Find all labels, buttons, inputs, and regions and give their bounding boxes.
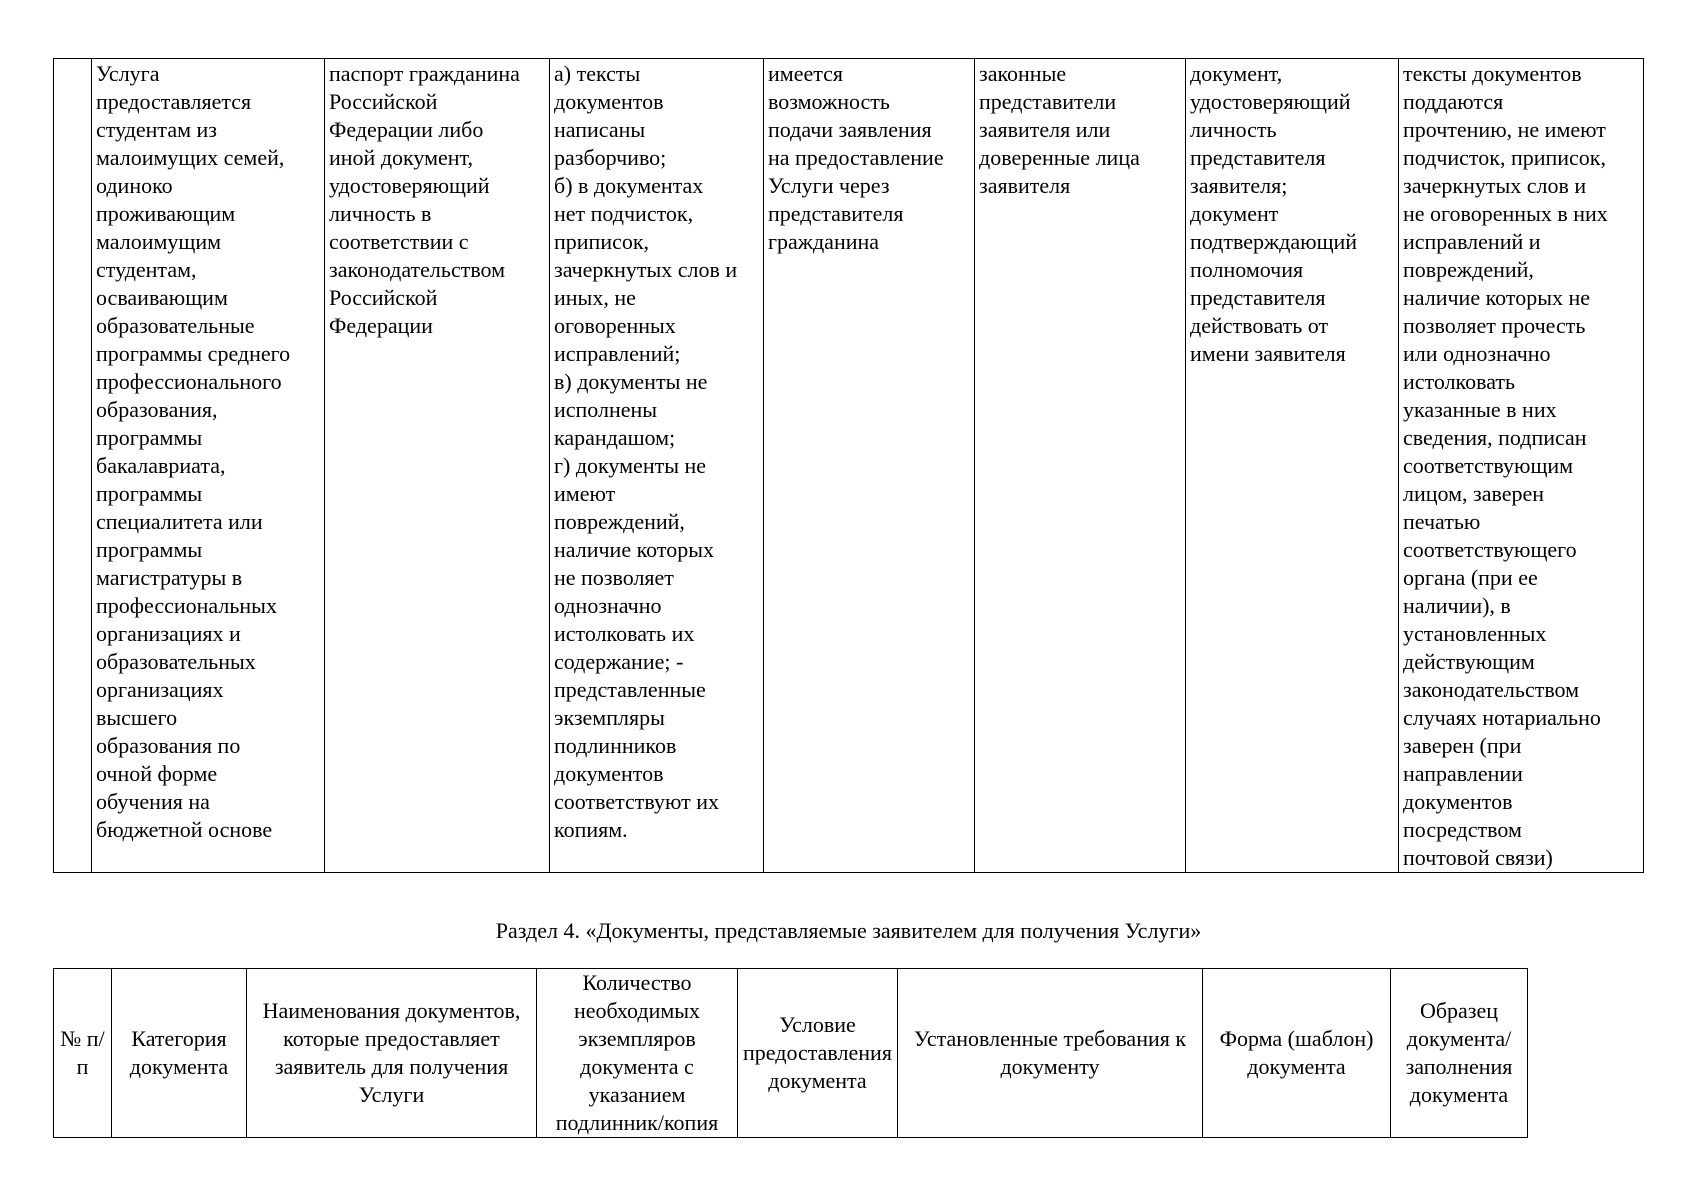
- cell-identity-document: паспорт гражданина Российской Федерации либо иной документ, удостоверяющий личность в соответствии с законодательством Российской Федерации: [325, 59, 550, 873]
- cell-document-requirements: а) тексты документов написаны разборчиво; б) в документах нет подчисток, приписок, зачеркнутых слов и иных, не оговоренных исправлений; в) документы не исполнены карандашом; г) документы не имеют повреждений, наличие которых не позволяет однозначно истолковать их содержание; - представленные экземпляры подлинников документов соответствуют их копиям.: [550, 59, 764, 873]
- header-requirements: Установленные требования к документу: [898, 969, 1203, 1138]
- table-header-row: [54, 969, 1528, 1138]
- requirements-table: [53, 58, 1644, 873]
- header-number: № п/п: [54, 969, 112, 1138]
- cell-representative-possibility: имеется возможность подачи заявления на предоставление Услуги через представителя гражданина: [764, 59, 975, 873]
- cell-number: [54, 59, 92, 873]
- cell-text-requirements: тексты документов поддаются прочтению, не имеют подчисток, приписок, зачеркнутых слов и не оговоренных в них исправлений и повреждений, наличие которых не позволяет прочесть или однозначно истолковать указанные в них сведения, подписан соответствующим лицом, заверен печатью соответствующего органа (при ее наличии), в установленных действующим законодательством случаях нотариально заверен (при направлении документов посредством почтовой связи): [1399, 59, 1644, 873]
- header-category: Категория документа: [112, 969, 247, 1138]
- header-sample: Образец документа/заполнения документа: [1391, 969, 1528, 1138]
- cell-service-recipients: Услуга предоставляется студентам из малоимущих семей, одиноко проживающим малоимущим студентам, осваивающим образовательные программы среднего профессионального образования, программы бакалавриата, программы специалитета или программы магистратуры в профессиональных организациях и образовательных организациях высшего образования по очной форме обучения на бюджетной основе: [92, 59, 325, 873]
- header-form-template: Форма (шаблон) документа: [1203, 969, 1391, 1138]
- header-condition: Условие предоставления документа: [738, 969, 898, 1138]
- header-document-names: Наименования документов, которые предоставляет заявитель для получения Услуги: [247, 969, 537, 1138]
- table-row: [54, 59, 1644, 873]
- header-copies: Количество необходимых экземпляров документа с указанием подлинник/копия: [537, 969, 738, 1138]
- documents-header-table: [53, 968, 1528, 1138]
- section-title: Раздел 4. «Документы, представляемые заявителем для получения Услуги»: [495, 918, 1202, 943]
- cell-representative-documents: документ, удостоверяющий личность представителя заявителя; документ подтверждающий полномочия представителя действовать от имени заявителя: [1186, 59, 1399, 873]
- cell-representatives: законные представители заявителя или доверенные лица заявителя: [975, 59, 1186, 873]
